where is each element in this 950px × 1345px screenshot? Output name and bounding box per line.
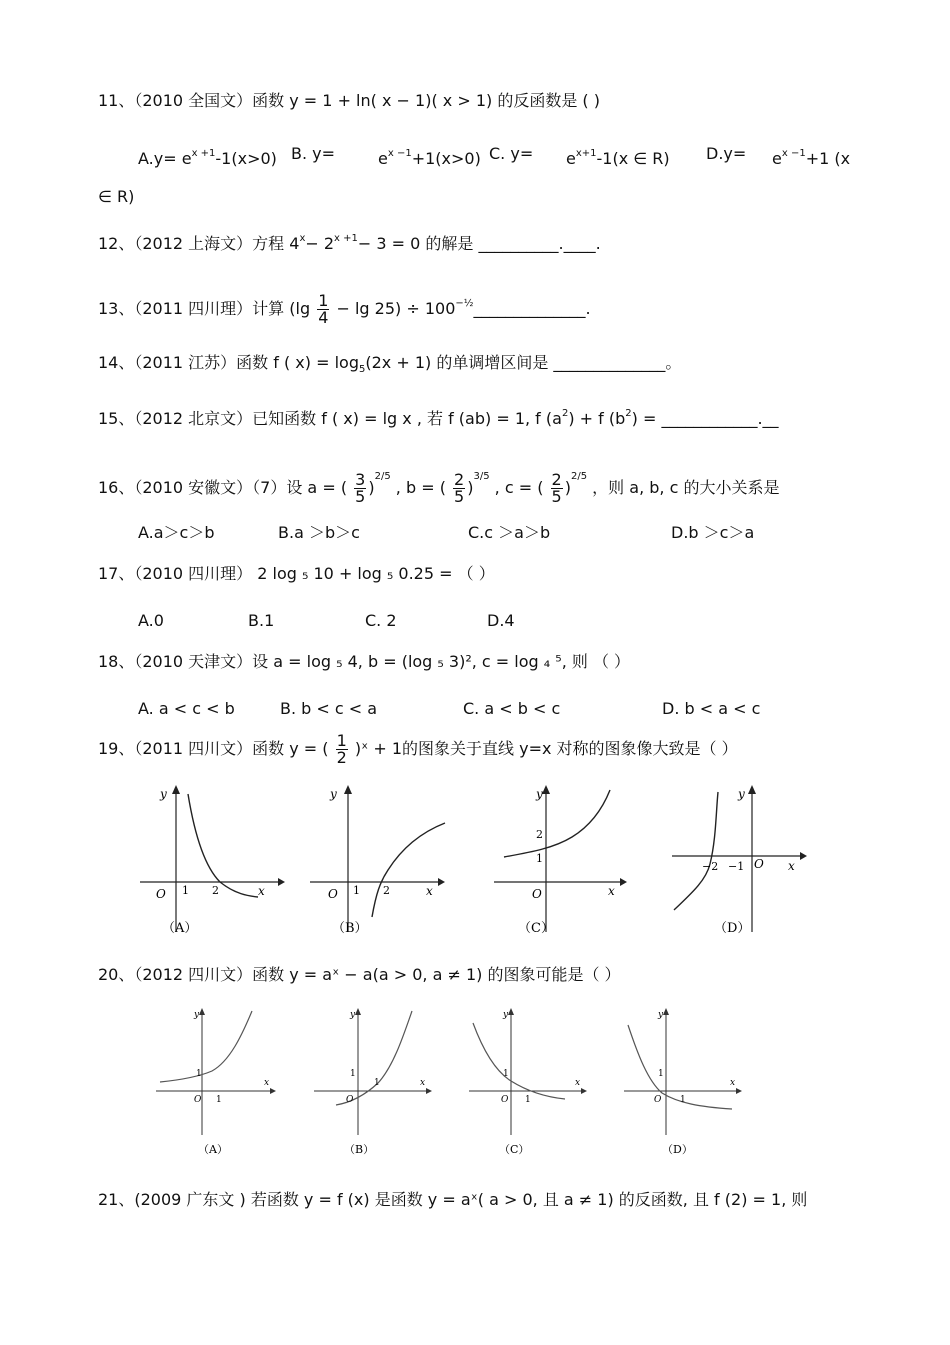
- svg-text:O: O: [754, 857, 764, 871]
- q11-option-b-expr: $e^{x -1}+1(x>0)$: [378, 148, 481, 168]
- caption-a: （A）: [198, 1143, 228, 1156]
- q19-graph-b: [310, 782, 455, 940]
- q17-option-c: C. 2: [365, 611, 397, 630]
- svg-text:x: x: [575, 1078, 581, 1088]
- q11-option-d: D.y=: [706, 144, 747, 163]
- x-axis-label: x: [258, 884, 265, 898]
- svg-text:y: y: [536, 787, 543, 801]
- svg-text:y: y: [503, 1010, 509, 1020]
- q19-graph-d: [668, 782, 813, 940]
- q18-stem: 18、（2010 天津文）设 a = log ₅ 4, b = (log ₅ 3)², c = log ₄ ⁵, 则 （ ）: [98, 652, 631, 671]
- svg-text:y: y: [194, 1010, 200, 1020]
- q15-stem: 15、（2012 北京文）已知函数 f ( x) = lg x , 若 f (ab) = 1, f (a2) + f (b2) = ____________.__: [98, 408, 779, 428]
- svg-text:−1: −1: [728, 860, 745, 873]
- svg-text:1: 1: [503, 1069, 509, 1079]
- q20-graph-c: [465, 1005, 595, 1160]
- svg-text:1: 1: [196, 1069, 202, 1079]
- caption-d: （D）: [714, 921, 751, 936]
- q16-option-c: C.c ＞a＞b: [468, 523, 551, 542]
- q17-option-b: B.1: [248, 611, 275, 630]
- svg-text:O: O: [532, 887, 542, 901]
- q16-option-d: D.b ＞c＞a: [671, 523, 755, 542]
- q17-option-a: A.0: [138, 611, 164, 630]
- svg-text:1: 1: [525, 1095, 531, 1105]
- svg-text:x: x: [788, 859, 795, 873]
- caption-b: （B）: [332, 921, 368, 936]
- caption-c: （C）: [499, 1143, 530, 1156]
- svg-text:1: 1: [658, 1069, 664, 1079]
- svg-text:y: y: [738, 787, 745, 801]
- q18-option-c: C. a < b < c: [463, 699, 561, 718]
- svg-text:1: 1: [353, 884, 360, 897]
- svg-text:1: 1: [536, 852, 543, 865]
- svg-text:y: y: [350, 1010, 356, 1020]
- origin-label: O: [156, 887, 166, 901]
- q21-stem: 21、(2009 广东文 ) 若函数 y = f (x) 是函数 y = aˣ( a > 0, 且 a ≠ 1) 的反函数, 且 f (2) = 1, 则: [98, 1190, 808, 1209]
- q11-option-c-expr: $e^{x+1}-1(x$ ∈ R): [566, 148, 670, 168]
- q16-option-b: B.a ＞b＞c: [278, 523, 360, 542]
- svg-text:2: 2: [536, 828, 543, 841]
- q13-stem: 13、（2011 四川理）计算 (lg $\frac{1}{4}$ − lg 25) ÷ 100−½______________.: [98, 291, 591, 327]
- q18-option-a: A. a < c < b: [138, 699, 235, 718]
- q13-fraction: $\frac{1}{4}$: [318, 291, 329, 327]
- q11-stem: 11、（2010 全国文）函数 y = 1 + ln( x − 1)( x > 1) 的反函数是 ( ): [98, 91, 600, 110]
- q17-stem: 17、（2010 四川理） 2 log ₅ 10 + log ₅ 0.25 = （ ）: [98, 564, 495, 583]
- svg-text:1: 1: [680, 1095, 686, 1105]
- svg-text:x: x: [420, 1078, 426, 1088]
- svg-text:O: O: [328, 887, 338, 901]
- q19-stem: 19、（2011 四川文）函数 y = ( $\frac{1}{2}$ )ˣ + 1的图象关于直线 y=x 对称的图象像大致是（ ）: [98, 731, 738, 767]
- q19-graph-c: [492, 782, 637, 940]
- q20-graph-b: [308, 1005, 438, 1160]
- caption-a: （A）: [162, 921, 198, 936]
- q14-stem: 14、（2011 江苏）函数 f ( x) = log5(2x + 1) 的单调增区间是 ______________。: [98, 353, 682, 375]
- q11-option-a: $A.y= e^{x +1}-1(x>0)$: [138, 148, 277, 168]
- svg-text:1: 1: [350, 1069, 356, 1079]
- q20-graph-a: [150, 1005, 280, 1160]
- q12-stem: 12、（2012 上海文）方程 4x− 2x +1− 3 = 0 的解是 __________.____.: [98, 233, 601, 253]
- svg-text:O: O: [654, 1095, 662, 1105]
- svg-text:x: x: [608, 884, 615, 898]
- caption-d: （D）: [662, 1143, 693, 1156]
- svg-text:1: 1: [374, 1078, 380, 1088]
- y-axis-label: y: [160, 787, 167, 801]
- tick-label: 2: [212, 884, 219, 897]
- svg-text:y: y: [330, 787, 337, 801]
- q11-option-c: C. y=: [489, 144, 534, 163]
- svg-text:y: y: [658, 1010, 664, 1020]
- svg-text:−2: −2: [702, 860, 719, 873]
- q17-option-d: D.4: [487, 611, 515, 630]
- svg-text:1: 1: [216, 1095, 222, 1105]
- q20-graph-d: [620, 1005, 750, 1160]
- q11-option-b: B. y=: [291, 144, 336, 163]
- svg-text:2: 2: [383, 884, 390, 897]
- q16-stem: 16、（2010 安徽文）（7）设 a = ( $\frac{3}{5}$ )2/5 , b = ( $\frac{2}{5}$ )3/5 , c = ( $\frac{2}{5}$ )2/5 ，则 a, b, c 的大小关系是: [98, 470, 780, 506]
- q19-graph-a: [140, 782, 285, 940]
- caption-b: （B）: [344, 1143, 375, 1156]
- tick-label: 1: [182, 884, 189, 897]
- caption-c: （C）: [518, 921, 554, 936]
- q20-stem: 20、（2012 四川文）函数 y = aˣ − a(a > 0, a ≠ 1) 的图象可能是（ ）: [98, 965, 621, 984]
- svg-text:x: x: [730, 1078, 736, 1088]
- q16-option-a: A.a＞c＞b: [138, 523, 215, 542]
- svg-text:O: O: [346, 1095, 354, 1105]
- svg-text:x: x: [426, 884, 433, 898]
- q11-option-d-expr: $e^{x -1}+1$ (x: [772, 148, 851, 168]
- q18-option-d: D. b < a < c: [662, 699, 761, 718]
- svg-text:x: x: [264, 1078, 270, 1088]
- svg-text:O: O: [501, 1095, 509, 1105]
- svg-text:O: O: [194, 1095, 202, 1105]
- q11-option-d-wrap: ∈ R): [98, 187, 135, 206]
- q18-option-b: B. b < c < a: [280, 699, 378, 718]
